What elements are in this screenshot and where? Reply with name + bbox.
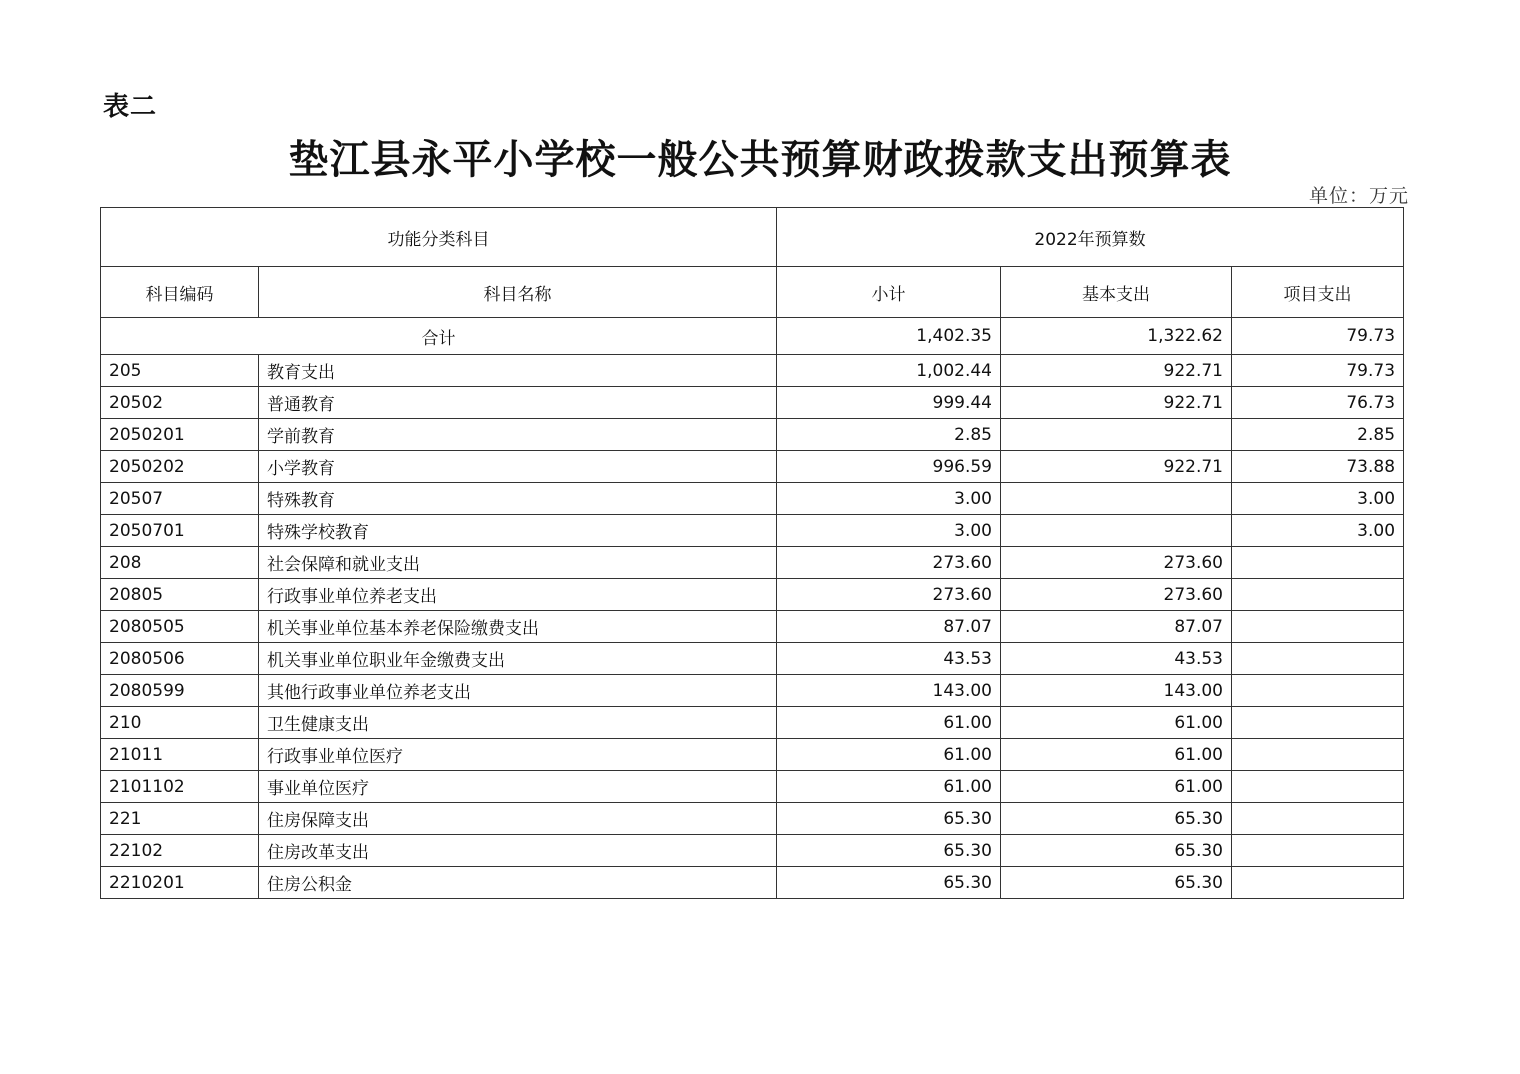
table-row xyxy=(101,611,1404,643)
row-subtotal: 1,002.44 xyxy=(777,355,1001,387)
table-row xyxy=(101,867,1404,899)
row-basic: 65.30 xyxy=(1001,835,1232,867)
total-project: 79.73 xyxy=(1232,318,1404,355)
table-row xyxy=(101,355,1404,387)
row-project xyxy=(1232,643,1404,675)
row-subtotal: 87.07 xyxy=(777,611,1001,643)
row-name: 住房改革支出 xyxy=(259,835,777,867)
row-name: 机关事业单位基本养老保险缴费支出 xyxy=(259,611,777,643)
total-subtotal: 1,402.35 xyxy=(777,318,1001,355)
header-name: 科目名称 xyxy=(259,267,777,318)
total-row xyxy=(101,318,1404,355)
row-code: 2080599 xyxy=(101,675,259,707)
row-project xyxy=(1232,835,1404,867)
header-basic: 基本支出 xyxy=(1001,267,1232,318)
row-code: 2050201 xyxy=(101,419,259,451)
row-code: 2210201 xyxy=(101,867,259,899)
row-project: 76.73 xyxy=(1232,387,1404,419)
table-row xyxy=(101,707,1404,739)
row-name: 学前教育 xyxy=(259,419,777,451)
table-number-label: 表二 xyxy=(103,92,158,122)
row-name: 机关事业单位职业年金缴费支出 xyxy=(259,643,777,675)
table-row xyxy=(101,419,1404,451)
row-basic: 87.07 xyxy=(1001,611,1232,643)
row-project xyxy=(1232,867,1404,899)
row-subtotal: 61.00 xyxy=(777,771,1001,803)
row-basic: 922.71 xyxy=(1001,387,1232,419)
row-subtotal: 65.30 xyxy=(777,835,1001,867)
row-name: 卫生健康支出 xyxy=(259,707,777,739)
row-name: 特殊学校教育 xyxy=(259,515,777,547)
header-budget-year: 2022年预算数 xyxy=(777,208,1404,267)
row-basic: 922.71 xyxy=(1001,355,1232,387)
row-project: 3.00 xyxy=(1232,515,1404,547)
row-name: 行政事业单位医疗 xyxy=(259,739,777,771)
row-basic xyxy=(1001,515,1232,547)
row-code: 208 xyxy=(101,547,259,579)
row-basic xyxy=(1001,483,1232,515)
row-name: 教育支出 xyxy=(259,355,777,387)
row-name: 事业单位医疗 xyxy=(259,771,777,803)
table-row xyxy=(101,483,1404,515)
row-name: 社会保障和就业支出 xyxy=(259,547,777,579)
header-subtotal: 小计 xyxy=(777,267,1001,318)
row-code: 205 xyxy=(101,355,259,387)
row-name: 其他行政事业单位养老支出 xyxy=(259,675,777,707)
row-project: 73.88 xyxy=(1232,451,1404,483)
row-code: 210 xyxy=(101,707,259,739)
row-subtotal: 61.00 xyxy=(777,739,1001,771)
row-code: 22102 xyxy=(101,835,259,867)
total-basic: 1,322.62 xyxy=(1001,318,1232,355)
row-code: 221 xyxy=(101,803,259,835)
table-row xyxy=(101,835,1404,867)
row-subtotal: 273.60 xyxy=(777,579,1001,611)
row-code: 20507 xyxy=(101,483,259,515)
row-name: 特殊教育 xyxy=(259,483,777,515)
table-row xyxy=(101,515,1404,547)
row-project xyxy=(1232,611,1404,643)
page-title: 垫江县永平小学校一般公共预算财政拨款支出预算表 xyxy=(288,136,1232,183)
table-row xyxy=(101,675,1404,707)
row-basic: 61.00 xyxy=(1001,739,1232,771)
row-code: 20805 xyxy=(101,579,259,611)
unit-label: 单位：万元 xyxy=(1308,185,1409,207)
table-row xyxy=(101,579,1404,611)
row-subtotal: 2.85 xyxy=(777,419,1001,451)
table-row xyxy=(101,451,1404,483)
row-basic: 61.00 xyxy=(1001,707,1232,739)
row-code: 20502 xyxy=(101,387,259,419)
row-subtotal: 65.30 xyxy=(777,803,1001,835)
row-code: 2050701 xyxy=(101,515,259,547)
row-basic: 65.30 xyxy=(1001,803,1232,835)
row-project xyxy=(1232,771,1404,803)
row-subtotal: 143.00 xyxy=(777,675,1001,707)
row-project xyxy=(1232,707,1404,739)
total-label: 合计 xyxy=(101,318,777,355)
table-row xyxy=(101,547,1404,579)
row-name: 小学教育 xyxy=(259,451,777,483)
row-name: 普通教育 xyxy=(259,387,777,419)
row-basic: 143.00 xyxy=(1001,675,1232,707)
row-code: 2080505 xyxy=(101,611,259,643)
table-row xyxy=(101,387,1404,419)
row-basic xyxy=(1001,419,1232,451)
row-code: 2101102 xyxy=(101,771,259,803)
row-name: 住房公积金 xyxy=(259,867,777,899)
row-code: 21011 xyxy=(101,739,259,771)
header-function-class: 功能分类科目 xyxy=(101,208,777,267)
row-project: 3.00 xyxy=(1232,483,1404,515)
row-project xyxy=(1232,739,1404,771)
row-basic: 273.60 xyxy=(1001,547,1232,579)
row-basic: 43.53 xyxy=(1001,643,1232,675)
row-subtotal: 273.60 xyxy=(777,547,1001,579)
row-project xyxy=(1232,803,1404,835)
row-code: 2050202 xyxy=(101,451,259,483)
row-project xyxy=(1232,675,1404,707)
row-name: 住房保障支出 xyxy=(259,803,777,835)
row-project: 79.73 xyxy=(1232,355,1404,387)
row-subtotal: 43.53 xyxy=(777,643,1001,675)
row-subtotal: 65.30 xyxy=(777,867,1001,899)
row-subtotal: 3.00 xyxy=(777,515,1001,547)
row-basic: 922.71 xyxy=(1001,451,1232,483)
table-row xyxy=(101,643,1404,675)
row-name: 行政事业单位养老支出 xyxy=(259,579,777,611)
row-subtotal: 61.00 xyxy=(777,707,1001,739)
row-subtotal: 996.59 xyxy=(777,451,1001,483)
row-basic: 273.60 xyxy=(1001,579,1232,611)
row-project xyxy=(1232,579,1404,611)
header-row-group xyxy=(101,208,1404,267)
row-project xyxy=(1232,547,1404,579)
row-project: 2.85 xyxy=(1232,419,1404,451)
row-basic: 61.00 xyxy=(1001,771,1232,803)
header-code: 科目编码 xyxy=(101,267,259,318)
table-row xyxy=(101,739,1404,771)
budget-table xyxy=(100,207,1404,899)
row-basic: 65.30 xyxy=(1001,867,1232,899)
header-project: 项目支出 xyxy=(1232,267,1404,318)
table-row xyxy=(101,803,1404,835)
header-row-columns xyxy=(101,267,1404,318)
row-subtotal: 3.00 xyxy=(777,483,1001,515)
row-subtotal: 999.44 xyxy=(777,387,1001,419)
row-code: 2080506 xyxy=(101,643,259,675)
table-row xyxy=(101,771,1404,803)
